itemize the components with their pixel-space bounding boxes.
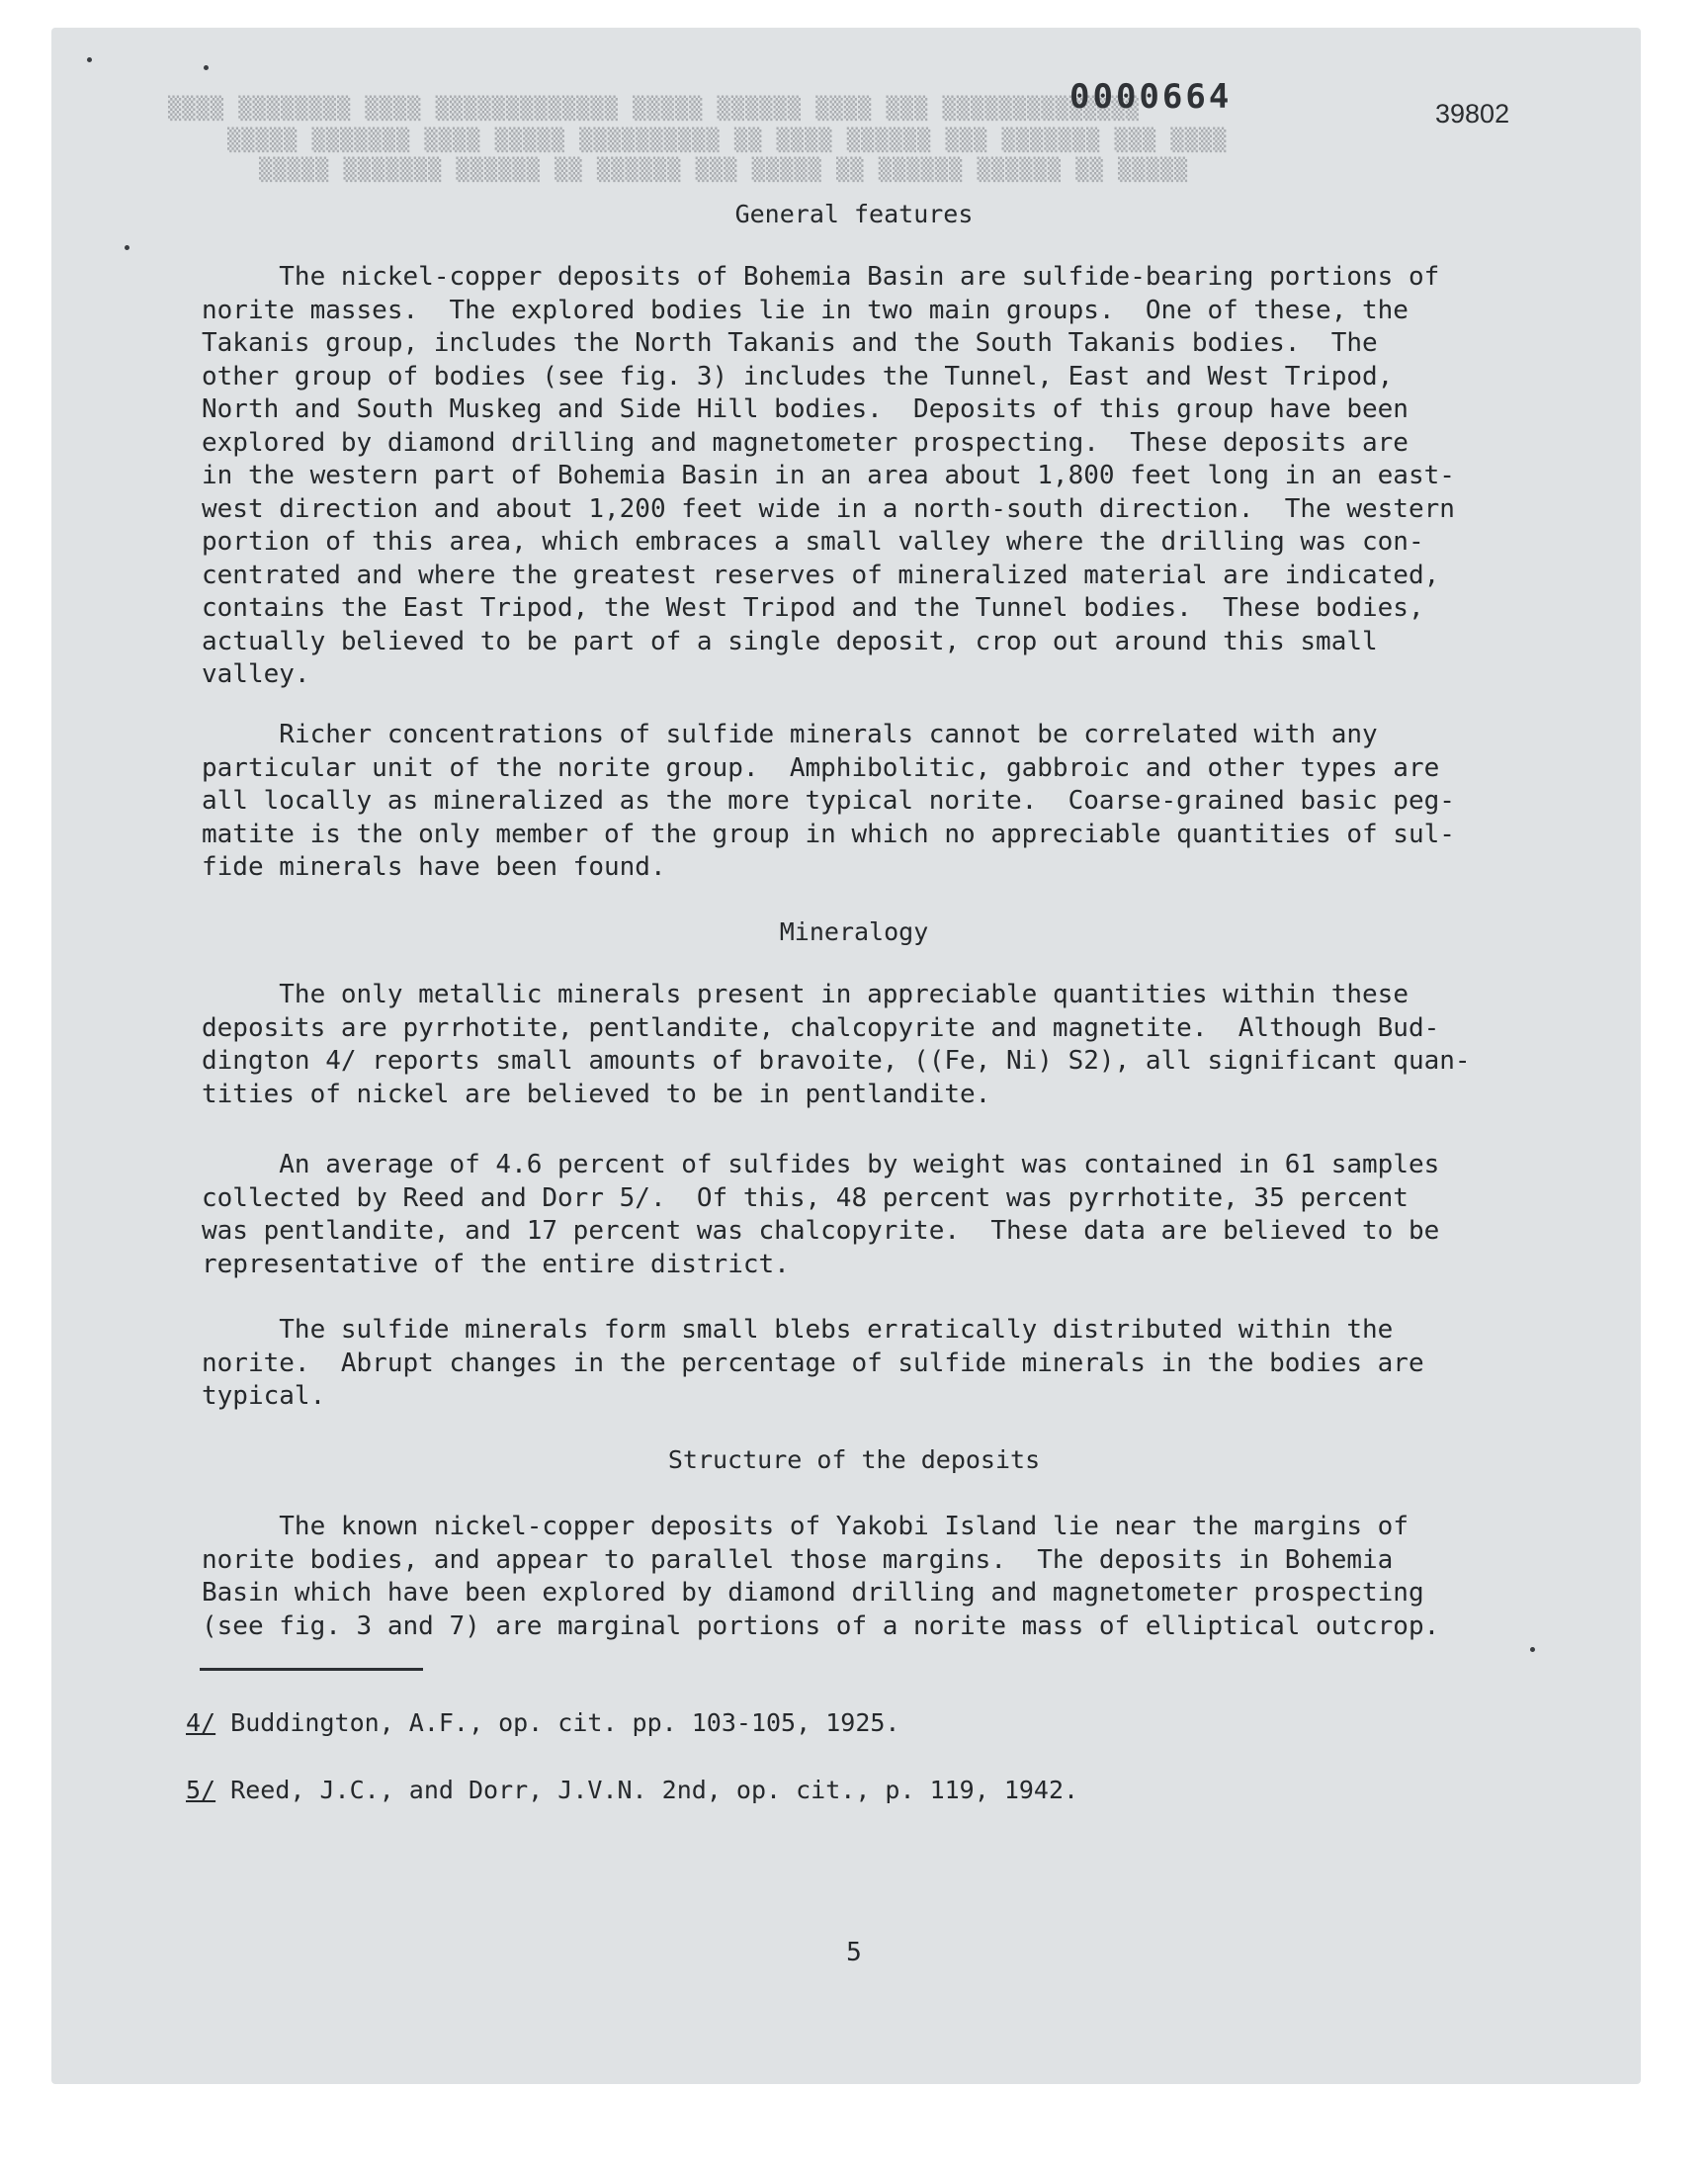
bleed-through-text: ▒▒▒▒▒ ▒▒▒▒▒▒▒ ▒▒▒▒▒▒ ▒▒ ▒▒▒▒▒▒ ▒▒▒ ▒▒▒▒▒ ▒▒ ▒▒▒▒▒▒ ▒▒▒▒▒▒ ▒▒ ▒▒▒▒▒	[259, 158, 1189, 183]
footnote-rule	[200, 1668, 423, 1671]
section-heading-general-features: General features	[734, 200, 974, 228]
footnote	[186, 1708, 899, 1737]
scan-speck	[1530, 1647, 1535, 1652]
document-number: 0000664	[1069, 77, 1233, 117]
section-heading-mineralogy: Mineralogy	[779, 917, 929, 946]
paragraph: The sulfide minerals form small blebs erratically distributed within the norite. Abrupt changes in the percentage of sulfide minerals in the bodies are typical.	[202, 1315, 1424, 1411]
scan-speck	[87, 57, 92, 62]
paragraph: The nickel-copper deposits of Bohemia Basin are sulfide-bearing portions of norite masses. The explored bodies lie in two main groups. One of these, the Takanis group, includes the North Takanis and the South Takanis bodies. The other group of bodies (see fig. 3) includes the Tunnel, East and West Tripod, North and South Muskeg and Side Hill bodies. Deposits of this group have been explored by diamond drilling and magnetometer prospecting. These deposits are in the western part of Bohemia Basin in an area about 1,800 feet long in an east- west direction and about 1,200 feet wide in a north-south direction. The western portion of this area, which embraces a small valley where the drilling was con- centrated and where the greatest reserves of mineralized material are indicated, contains the East Tripod, the West Tripod and the Tunnel bodies. These bodies, actually believed to be part of a single deposit, crop out around this small valley.	[202, 262, 1455, 689]
paragraph: An average of 4.6 percent of sulfides by weight was contained in 61 samples collected by Reed and Dorr 5/. Of this, 48 percent was pyrrhotite, 35 percent was pentlandite, and 17 percent was chalcopyrite. These data are believed to be representative of the entire district.	[202, 1150, 1440, 1279]
paragraph: The known nickel-copper deposits of Yakobi Island lie near the margins of norite bodies, and appear to parallel those margins. The deposits in Bohemia Basin which have been explored by diamond drilling and magnetometer prospecting (see fig. 3 and 7) are marginal portions of a norite mass of elliptical outcrop.	[202, 1512, 1440, 1641]
paragraph: The only metallic minerals present in appreciable quantities within these deposits are pyrrhotite, pentlandite, chalcopyrite and magnetite. Although Bud- dington 4/ reports small amounts of bravoite, ((Fe, Ni) S2), all significant quan- tities of nickel are believed to be in pentlandite.	[202, 980, 1471, 1109]
bleed-through-text: ▒▒▒▒▒ ▒▒▒▒▒▒▒ ▒▒▒▒ ▒▒▒▒▒ ▒▒▒▒▒▒▒▒▒▒ ▒▒ ▒▒▒▒ ▒▒▒▒▒▒ ▒▒▒ ▒▒▒▒▒▒▒ ▒▒▒ ▒▒▒▒	[227, 129, 1228, 153]
scan-speck	[204, 65, 209, 70]
footnote-number: 4/	[186, 1708, 216, 1737]
footnote-text: Buddington, A.F., op. cit. pp. 103-105, 1925.	[215, 1708, 900, 1737]
footnote	[186, 1776, 1078, 1804]
footnote-number: 5/	[186, 1776, 216, 1804]
section-heading-structure: Structure of the deposits	[667, 1445, 1041, 1474]
footnote-text: Reed, J.C., and Dorr, J.V.N. 2nd, op. cit., p. 119, 1942.	[215, 1776, 1079, 1804]
paragraph: Richer concentrations of sulfide minerals cannot be correlated with any particular unit of the norite group. Amphibolitic, gabbroic and other types are all locally as mineralized as the more typical norite. Coarse-grained basic peg- matite is the only member of the group in which no appreciable quantities of sul- fide minerals have been found.	[202, 720, 1455, 882]
reference-number: 39802	[1435, 99, 1510, 129]
scan-speck	[125, 245, 129, 250]
bleed-through-text: ▒▒▒▒ ▒▒▒▒▒▒▒▒ ▒▒▒▒ ▒▒▒▒▒▒▒▒▒▒▒▒▒ ▒▒▒▒▒ ▒▒▒▒▒▒ ▒▒▒▒ ▒▒▒ ▒▒▒▒▒▒▒▒▒▒▒▒▒▒	[168, 97, 1140, 122]
page-number: 5	[846, 1938, 862, 1967]
